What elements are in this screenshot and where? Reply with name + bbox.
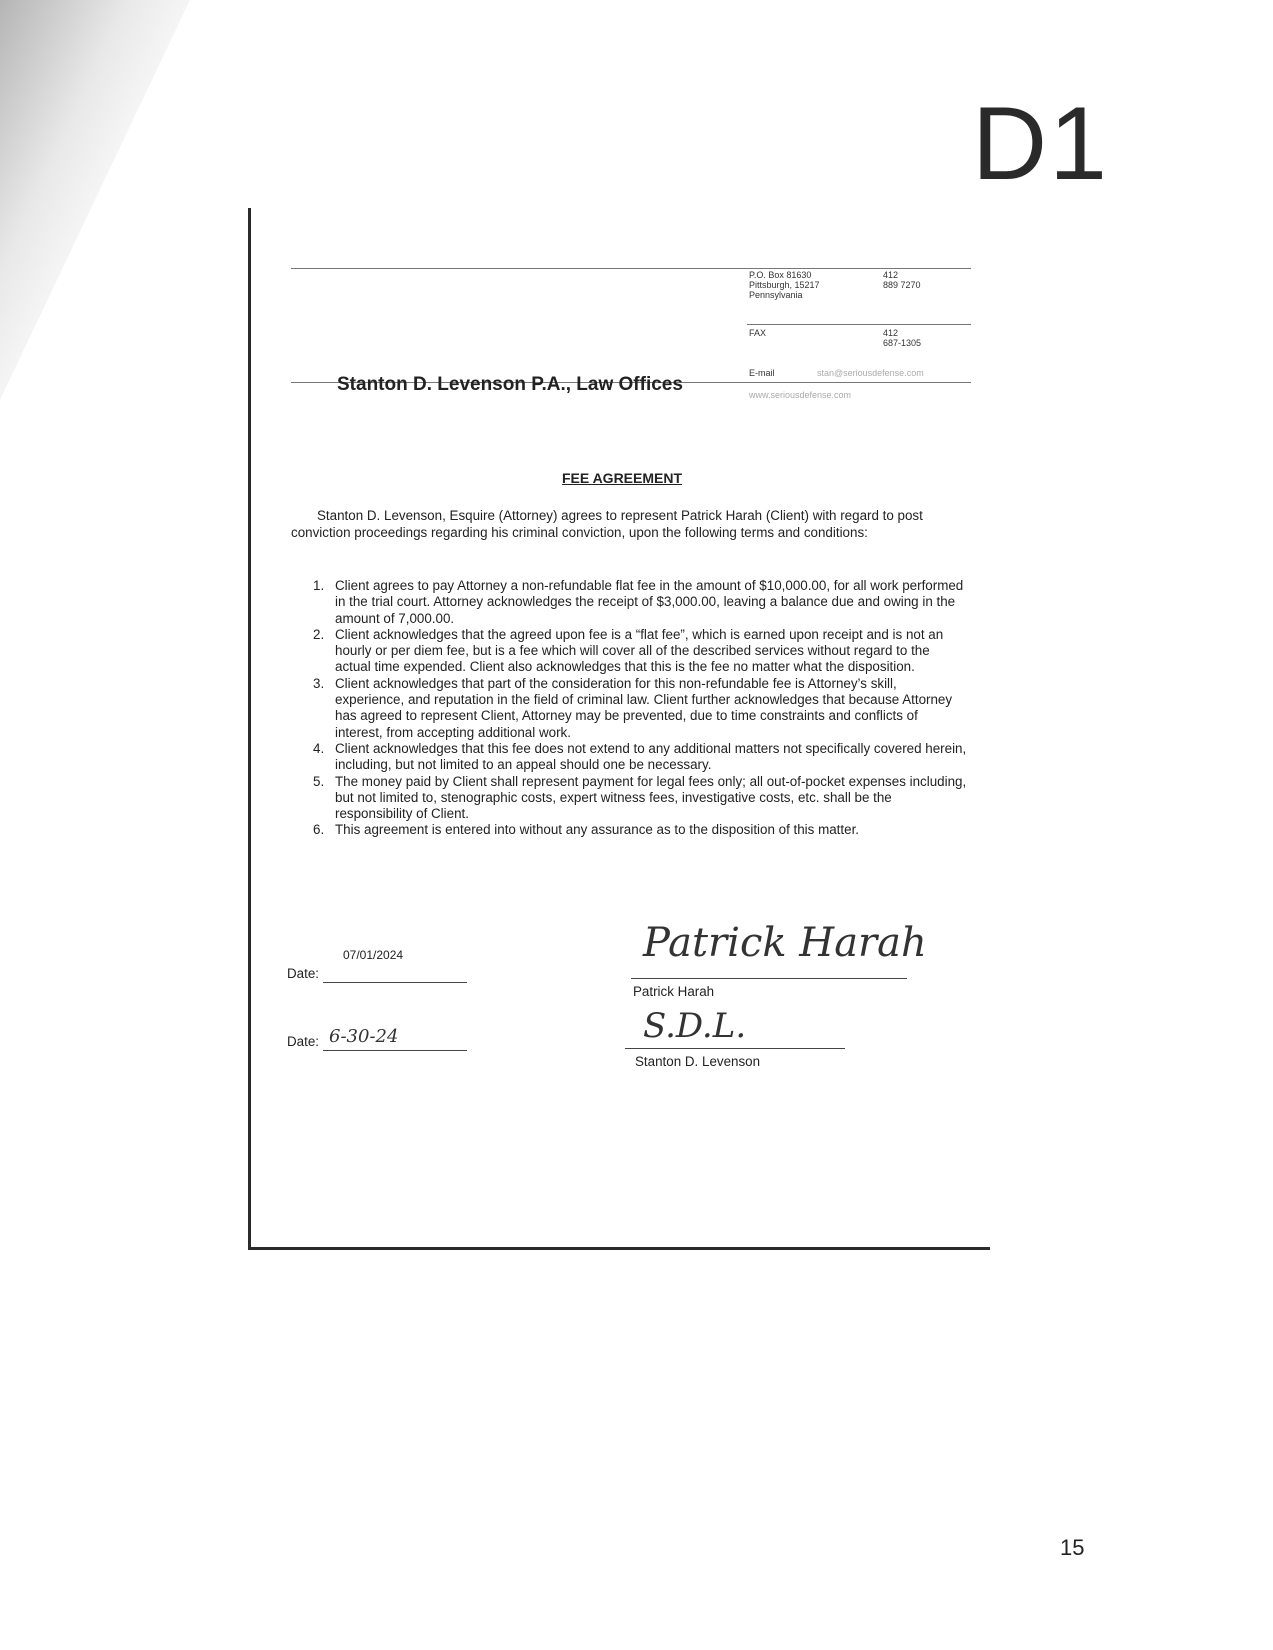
term-text: Client acknowledges that this fee does not extend to any additional matters not specifically covered herein, including, but not limited to an appeal should one be necessary.: [335, 740, 967, 773]
term-text: Client agrees to pay Attorney a non-refundable flat fee in the amount of $10,000.00, for all work performed in the trial court. Attorney acknowledges the receipt of $3,000.00, leaving a balance due and owing in the amount of 7,000.00.: [335, 578, 964, 626]
term-number: 2.: [313, 626, 325, 642]
firm-name: Stanton D. Levenson P.A., Law Offices: [337, 374, 683, 395]
address-block: [749, 270, 859, 300]
fax-block: [883, 328, 963, 348]
attorney-date-line: [323, 1050, 467, 1051]
address-line: Pittsburgh, 15217: [749, 280, 820, 290]
page-number: 15: [1060, 1535, 1085, 1560]
website: www.seriousdefense.com: [749, 390, 852, 400]
attorney-signature-line: [625, 1048, 845, 1049]
term-number: 5.: [313, 773, 325, 789]
phone-block: [883, 270, 963, 290]
attorney-date-label: Date:: [287, 1034, 320, 1049]
attorney-signature: S.D.L.: [643, 1006, 747, 1046]
email-label: E-mail: [749, 368, 775, 378]
agreement-intro: Stanton D. Levenson, Esquire (Attorney) agrees to represent Patrick Harah (Client) with regard to post conviction proceedings regarding his criminal conviction, upon the following terms and conditions:: [291, 508, 923, 540]
term-text: Client acknowledges that the agreed upon fee is a “flat fee”, which is earned upon receipt and is not an hourly or per diem fee, but is a fee which will cover all of the described services without regard to the actual time expended. Client also acknowledges that this is the fee no matter what the disposition.: [335, 626, 944, 675]
fax-area-code: 412: [883, 328, 899, 338]
term-number: 6.: [313, 822, 325, 838]
list-item: [313, 578, 967, 627]
list-item: [313, 676, 967, 741]
phone-area-code: 412: [883, 270, 899, 280]
email-value: stan@seriousdefense.com: [817, 368, 924, 378]
client-date-line: [323, 982, 467, 983]
phone-number: 889 7270: [883, 280, 921, 290]
address-line: P.O. Box 81630: [749, 270, 812, 280]
term-text: The money paid by Client shall represent payment for legal fees only; all out-of-pocket expenses including, but not limited to, stenographic costs, expert witness fees, investigative costs, etc. shall be the responsibility of Client.: [335, 773, 967, 822]
list-item: [313, 822, 967, 838]
client-name: Patrick Harah: [633, 984, 715, 999]
attorney-date-value: 6-30-24: [329, 1026, 399, 1047]
term-number: 4.: [313, 740, 325, 756]
address-line: Pennsylvania: [749, 290, 803, 300]
list-item: [313, 774, 967, 823]
scan-shadow: [0, 0, 260, 420]
letterhead-top-rule: [291, 268, 971, 269]
client-date-label: Date:: [287, 966, 320, 981]
list-item: [313, 627, 967, 676]
client-date-value: 07/01/2024: [343, 948, 404, 962]
fax-number: 687-1305: [883, 338, 922, 348]
agreement-title: FEE AGREEMENT: [561, 470, 683, 486]
letterhead-fax-rule: [747, 324, 971, 325]
term-text: This agreement is entered into without any assurance as to the disposition of this matter.: [335, 822, 860, 838]
list-item: [313, 741, 967, 774]
fax-label: FAX: [749, 328, 767, 338]
fee-agreement-document: [248, 208, 990, 1250]
client-signature-line: [631, 978, 907, 979]
term-text: Client acknowledges that part of the consideration for this non-refundable fee is Attorney’s skill, experience, and reputation in the field of criminal law. Client further acknowledges that because Attorney has agreed to represent Client, Attorney may be prevented, due to time constraints and conflicts of interest, from accepting additional work.: [335, 675, 953, 740]
term-number: 1.: [313, 578, 325, 593]
client-signature: Patrick Harah: [643, 920, 927, 966]
attorney-name: Stanton D. Levenson: [635, 1054, 761, 1069]
exhibit-label: D1: [972, 86, 1109, 202]
term-number: 3.: [313, 675, 325, 691]
agreement-terms: [313, 578, 967, 839]
